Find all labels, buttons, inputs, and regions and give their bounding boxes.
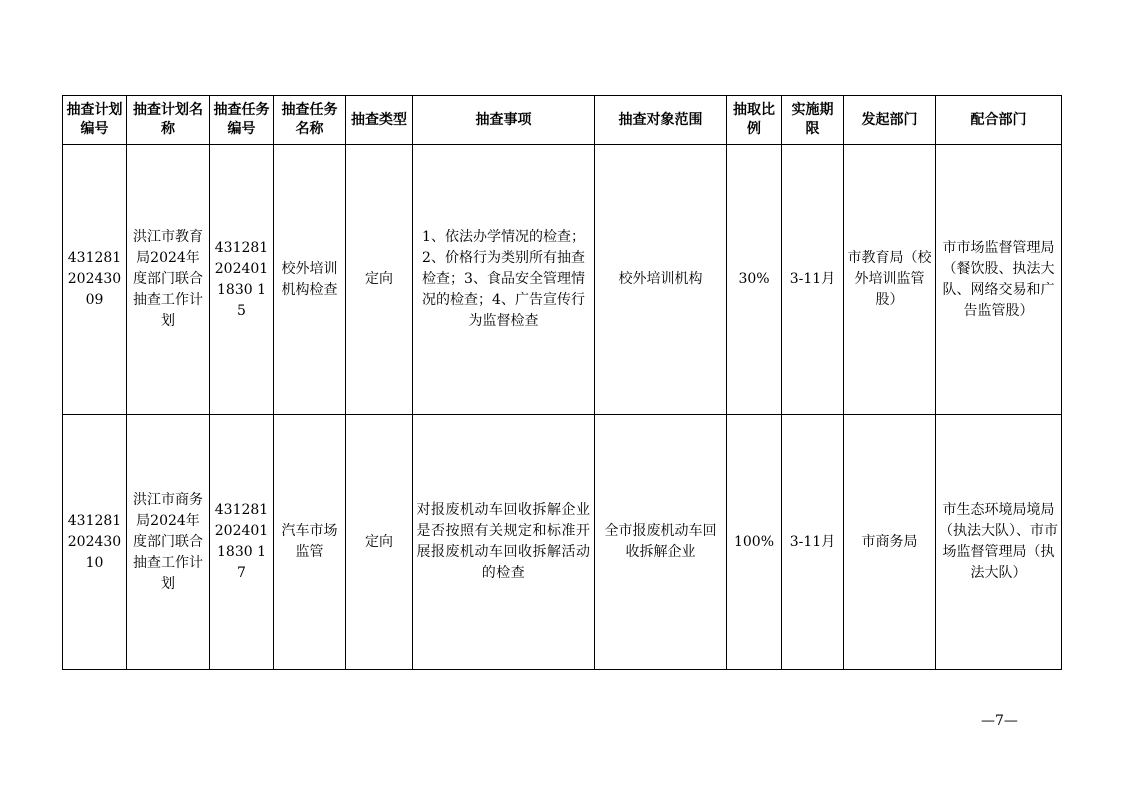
header-ratio: 抽取比例 <box>727 96 782 145</box>
period-cell: 3-11月 <box>782 415 844 670</box>
plan-no-cell: 43128120243010 <box>63 415 127 670</box>
header-initiator: 发起部门 <box>844 96 936 145</box>
initiator-cell: 市教育局（校外培训监管股） <box>844 145 936 415</box>
items-cell: 1、依法办学情况的检查；2、价格行为类别所有抽查检查；3、食品安全管理情况的检查；4、广告宣传行为监督检查 <box>413 145 595 415</box>
period-cell: 3-11月 <box>782 145 844 415</box>
table-row <box>63 415 1062 670</box>
task-no-cell: 4312812024011830 17 <box>210 415 274 670</box>
header-items: 抽查事项 <box>413 96 595 145</box>
header-period: 实施期限 <box>782 96 844 145</box>
header-plan-name: 抽查计划名称 <box>127 96 210 145</box>
plan-name-cell: 洪江市教育局2024年度部门联合抽查工作计划 <box>127 145 210 415</box>
ratio-cell: 30% <box>727 145 782 415</box>
inspection-plan-table <box>62 95 1062 670</box>
partners-cell: 市生态环境局境局（执法大队）、市市场监督管理局（执法大队） <box>936 415 1062 670</box>
page-number: —7— <box>981 713 1018 729</box>
type-cell: 定向 <box>346 145 413 415</box>
scope-cell: 校外培训机构 <box>595 145 727 415</box>
initiator-cell: 市商务局 <box>844 415 936 670</box>
plan-no-cell: 43128120243009 <box>63 145 127 415</box>
header-task-no: 抽查任务编号 <box>210 96 274 145</box>
ratio-cell: 100% <box>727 415 782 670</box>
header-task-name: 抽查任务名称 <box>274 96 346 145</box>
header-type: 抽查类型 <box>346 96 413 145</box>
task-name-cell: 汽车市场监管 <box>274 415 346 670</box>
header-partners: 配合部门 <box>936 96 1062 145</box>
type-cell: 定向 <box>346 415 413 670</box>
header-row <box>63 96 1062 145</box>
items-cell: 对报废机动车回收拆解企业是否按照有关规定和标准开展报废机动车回收拆解活动的检查 <box>413 415 595 670</box>
partners-cell: 市市场监督管理局（餐饮股、执法大队、网络交易和广告监管股） <box>936 145 1062 415</box>
task-name-cell: 校外培训机构检查 <box>274 145 346 415</box>
header-scope: 抽查对象范围 <box>595 96 727 145</box>
task-no-cell: 4312812024011830 15 <box>210 145 274 415</box>
table-row <box>63 145 1062 415</box>
plan-name-cell: 洪江市商务局2024年度部门联合抽查工作计划 <box>127 415 210 670</box>
header-plan-no: 抽查计划编号 <box>63 96 127 145</box>
scope-cell: 全市报废机动车回收拆解企业 <box>595 415 727 670</box>
